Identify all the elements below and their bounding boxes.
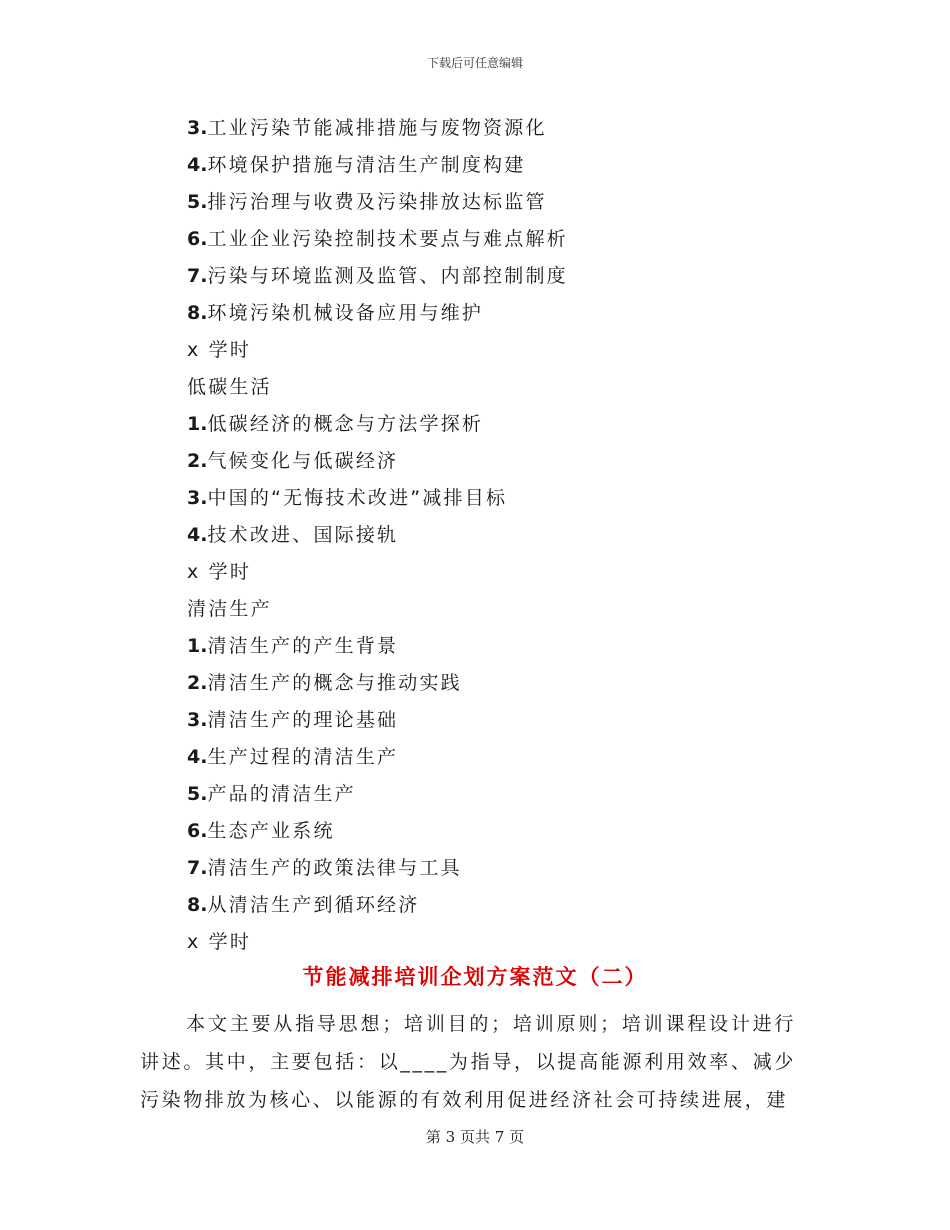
item-number: 5. bbox=[187, 783, 208, 805]
item-text: 环境污染机械设备应用与维护 bbox=[207, 302, 484, 324]
list-item bbox=[187, 517, 568, 554]
list-item bbox=[187, 628, 568, 665]
section-heading bbox=[187, 591, 568, 628]
paragraph-text: 本文主要从指导思想；培训目的；培训原则；培训课程设计进行讲述。其中，主要包括：以____为指导，以提高能源利用效率、减少污染物排放为核心、以能源的有效利用促进经济社会可持续进展，建 bbox=[140, 1013, 796, 1111]
list-item bbox=[187, 443, 568, 480]
list-item bbox=[187, 258, 568, 295]
item-number: 4. bbox=[187, 154, 208, 176]
item-text: 低碳经济的概念与方法学探析 bbox=[207, 413, 484, 435]
item-text: 工业企业污染控制技术要点与难点解析 bbox=[207, 228, 568, 250]
list-item bbox=[187, 887, 568, 924]
section-heading bbox=[187, 369, 568, 406]
item-number: 3. bbox=[187, 487, 208, 509]
page-number: 第 3 页共 7 页 bbox=[425, 1128, 525, 1146]
item-number: 8. bbox=[187, 894, 208, 916]
hours-line bbox=[187, 554, 568, 591]
list-item bbox=[187, 295, 568, 332]
item-text: 产品的清洁生产 bbox=[207, 783, 356, 805]
item-number: 2. bbox=[187, 672, 208, 694]
item-text: 环境保护措施与清洁生产制度构建 bbox=[207, 154, 526, 176]
item-number: 1. bbox=[187, 635, 208, 657]
item-text: 污染与环境监测及监管、内部控制制度 bbox=[207, 265, 568, 287]
item-number: 8. bbox=[187, 302, 208, 324]
section-title: 节能减排培训企划方案范文（二） bbox=[302, 965, 648, 989]
list-item bbox=[187, 739, 568, 776]
item-number: 7. bbox=[187, 265, 208, 287]
item-text: 工业污染节能减排措施与废物资源化 bbox=[207, 117, 547, 139]
item-text: 低碳生活 bbox=[187, 376, 272, 398]
list-item bbox=[187, 813, 568, 850]
item-number: 2. bbox=[187, 450, 208, 472]
item-number: 3. bbox=[187, 117, 208, 139]
item-text: x 学时 bbox=[187, 931, 252, 953]
item-text: 技术改进、国际接轨 bbox=[207, 524, 399, 546]
list-item bbox=[187, 776, 568, 813]
body-paragraph bbox=[140, 1005, 796, 1119]
list-item bbox=[187, 406, 568, 443]
list-item bbox=[187, 480, 568, 517]
item-text: 清洁生产的产生背景 bbox=[207, 635, 399, 657]
item-text: x 学时 bbox=[187, 339, 252, 361]
item-text: 生态产业系统 bbox=[207, 820, 335, 842]
item-number: 7. bbox=[187, 857, 208, 879]
item-number: 1. bbox=[187, 413, 208, 435]
item-number: 5. bbox=[187, 191, 208, 213]
list-item bbox=[187, 850, 568, 887]
item-text: 清洁生产 bbox=[187, 598, 272, 620]
page-header: 下载后可任意编辑 bbox=[426, 56, 523, 70]
item-number: 6. bbox=[187, 228, 208, 250]
list-item bbox=[187, 147, 568, 184]
list-item bbox=[187, 184, 568, 221]
course-list bbox=[187, 110, 568, 961]
item-number: 3. bbox=[187, 709, 208, 731]
list-item bbox=[187, 221, 568, 258]
item-text: 气候变化与低碳经济 bbox=[207, 450, 399, 472]
item-text: 清洁生产的概念与推动实践 bbox=[207, 672, 462, 694]
item-text: x 学时 bbox=[187, 561, 252, 583]
hours-line bbox=[187, 332, 568, 369]
item-number: 4. bbox=[187, 746, 208, 768]
item-text: 从清洁生产到循环经济 bbox=[207, 894, 420, 916]
item-number: 4. bbox=[187, 524, 208, 546]
item-text: 清洁生产的理论基础 bbox=[207, 709, 399, 731]
item-number: 6. bbox=[187, 820, 208, 842]
hours-line bbox=[187, 924, 568, 961]
item-text: 生产过程的清洁生产 bbox=[207, 746, 399, 768]
list-item bbox=[187, 110, 568, 147]
item-text: 排污治理与收费及污染排放达标监管 bbox=[207, 191, 547, 213]
item-text: 清洁生产的政策法律与工具 bbox=[207, 857, 462, 879]
list-item bbox=[187, 665, 568, 702]
item-text: 中国的“无悔技术改进”减排目标 bbox=[207, 487, 508, 509]
list-item bbox=[187, 702, 568, 739]
